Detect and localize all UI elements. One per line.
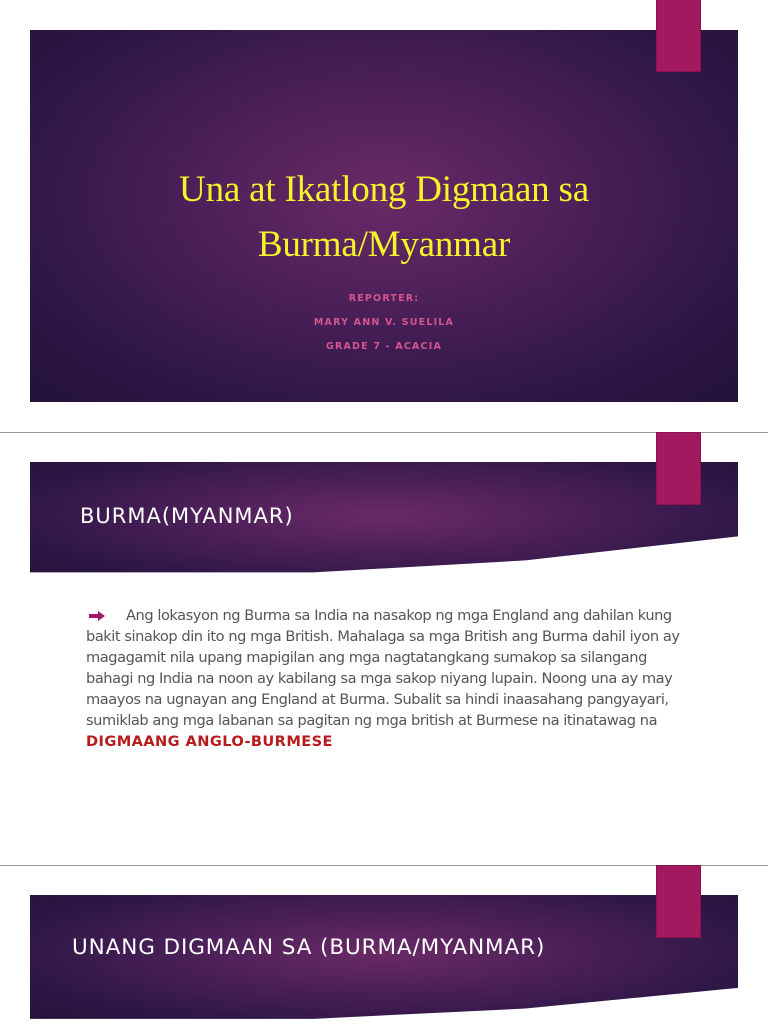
slide-first-war xyxy=(0,866,768,1024)
highlight-term: DIGMAANG ANGLO-BURMESE xyxy=(86,733,333,750)
grade-section: GRADE 7 - ACACIA xyxy=(325,341,443,352)
bookmark-ribbon xyxy=(657,0,700,71)
title-line-2: Burma/Myanmar xyxy=(257,224,511,265)
slide-title-text xyxy=(30,162,738,272)
paragraph-text: Ang lokasyon ng Burma sa India na nasakop ng mga England ang dahilan kung bakit sinakop din ito ng mga British. Mahalaga sa mga British ang Burma dahil iyon ay magagamit nila upang mapigilan ang mga nagtatangkang sumakop sa silangang bahagi ng India na noon ay kabilang sa mga sakop niyang lupain. Noong una ay may maayos na ugnayan ang England at Burma. Subalit sa hindi inaasahang pangyayari, sumiklab ang mga labanan sa pagitan ng mga british at Burmese na itinatawag na xyxy=(86,607,680,729)
slide-heading: UNANG DIGMAAN SA (BURMA/MYANMAR) xyxy=(72,935,546,960)
reporter-name: MARY ANN V. SUELILA xyxy=(313,317,455,328)
title-line-1: Una at Ikatlong Digmaan sa xyxy=(179,169,589,210)
slide-heading: BURMA(MYANMAR) xyxy=(80,504,294,528)
slide-burma xyxy=(0,433,768,865)
bookmark-ribbon xyxy=(657,433,700,504)
reporter-label: REPORTER: xyxy=(348,293,420,304)
slide-title xyxy=(0,0,768,432)
bookmark-ribbon xyxy=(657,866,700,937)
body-paragraph xyxy=(86,605,698,752)
